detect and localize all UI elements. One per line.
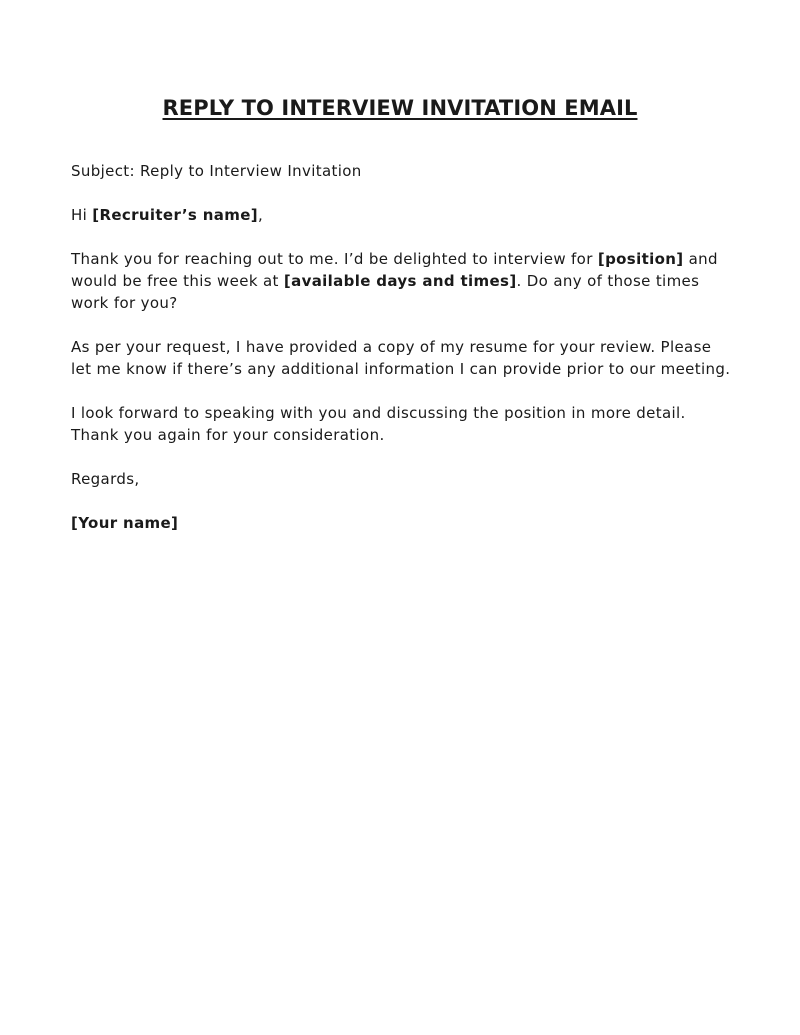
subject-line: Subject: Reply to Interview Invitation — [71, 162, 362, 180]
greeting-suffix: , — [257, 206, 264, 224]
greeting-line — [71, 204, 731, 226]
recruiter-name-placeholder: [Recruiter’s name] — [92, 206, 258, 224]
position-placeholder: [position] — [597, 250, 684, 268]
paragraph1-text-3: . Do any of those times work for you? — [71, 272, 700, 312]
signature-placeholder: [Your name] — [71, 514, 179, 532]
paragraph-availability — [71, 248, 731, 314]
greeting-prefix: Hi — [71, 206, 93, 224]
email-body — [71, 160, 731, 556]
document-title: REPLY TO INTERVIEW INVITATION EMAIL — [162, 96, 638, 120]
paragraph-resume: As per your request, I have provided a copy of my resume for your review. Please let me know if there’s any additional information I can provide prior to our meeting. — [71, 338, 731, 378]
paragraph-closing-remarks: I look forward to speaking with you and discussing the position in more detail. Thank you again for your consideration. — [71, 404, 686, 444]
paragraph1-text-1: Thank you for reaching out to me. I’d be delighted to interview for — [71, 250, 598, 268]
closing-line: Regards, — [71, 470, 140, 488]
paragraph1-text-2: and would be free this week at — [71, 250, 718, 290]
availability-placeholder: [available days and times] — [283, 272, 517, 290]
